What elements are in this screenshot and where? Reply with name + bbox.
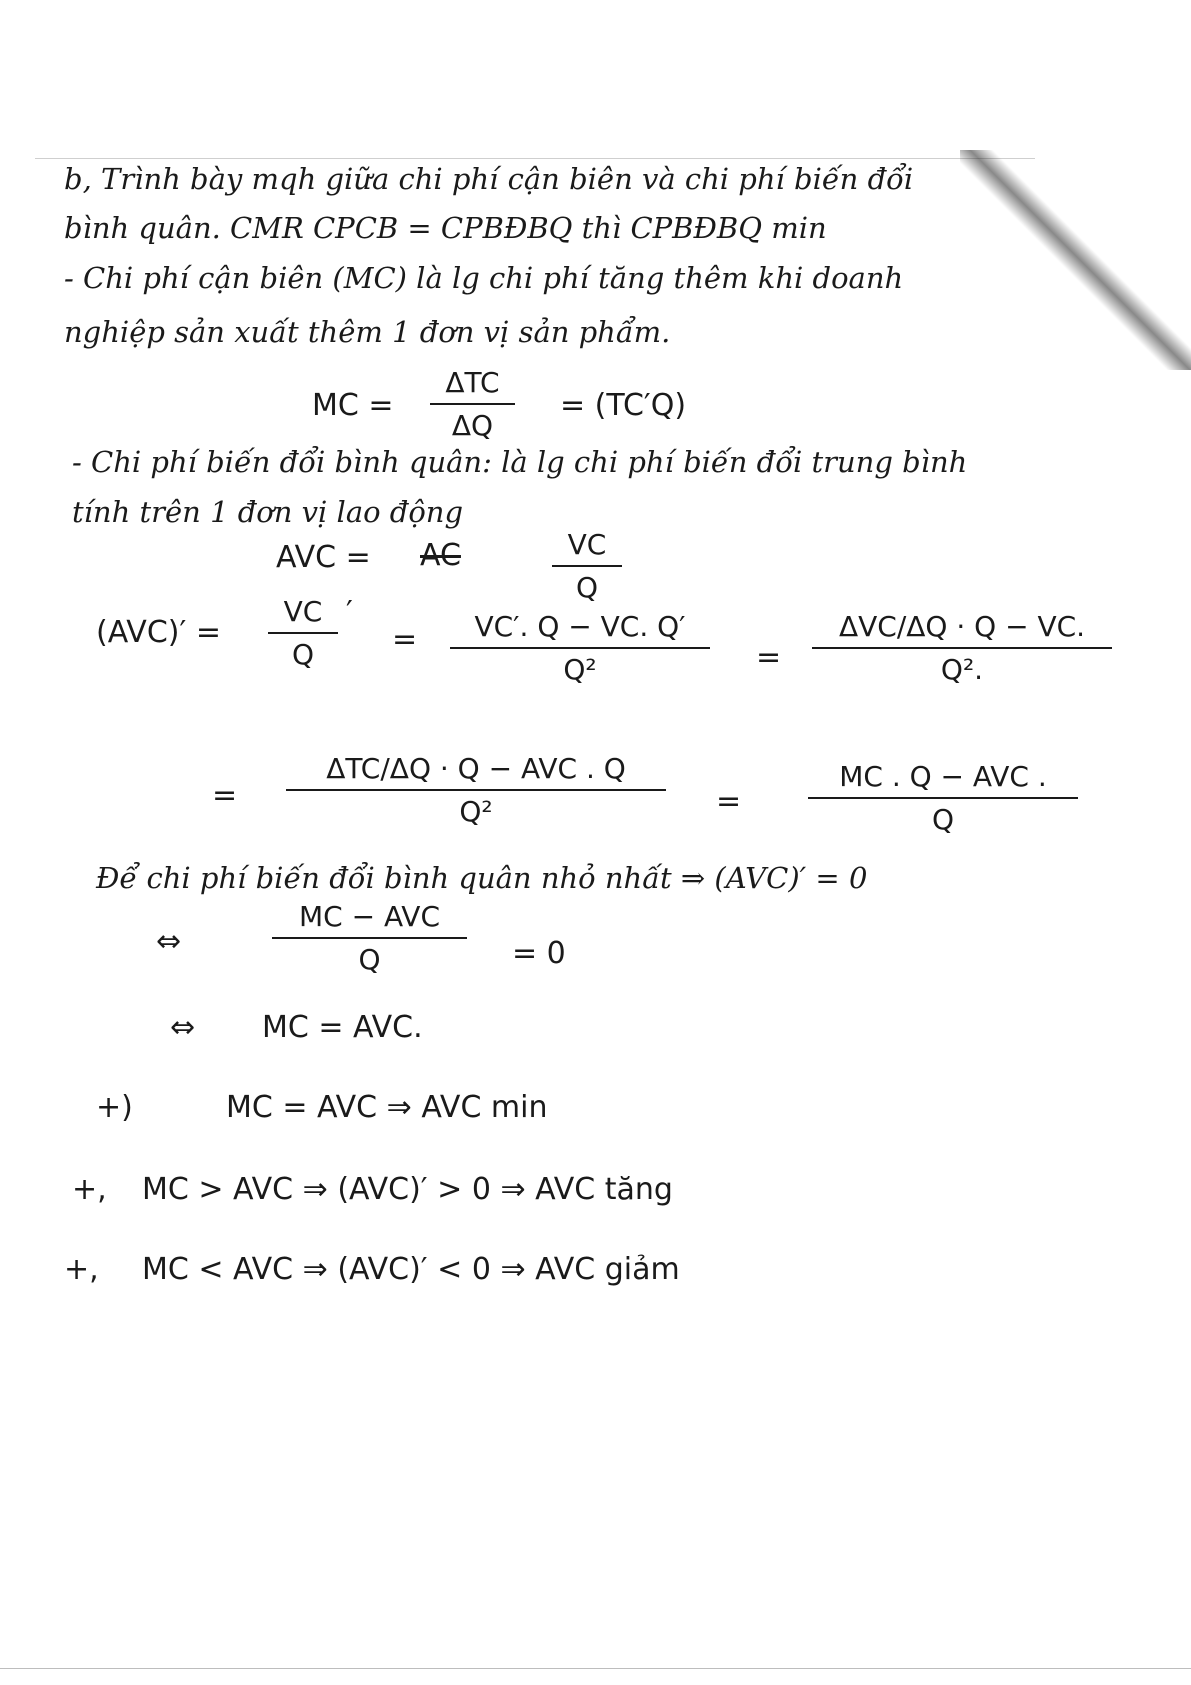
delta-vc-denominator: Q².	[940, 653, 984, 686]
mc-minus-avc-numerator: MC . Q − AVC .	[839, 760, 1047, 793]
fraction-bar	[552, 565, 622, 567]
avc-formula-numerator: VC	[567, 528, 607, 561]
equals-sign: =	[756, 640, 782, 675]
minimum-condition: Để chi phí biến đổi bình quân nhỏ nhất ⇒ (AVC)′ = 0	[96, 861, 868, 895]
derivative-fraction-denominator: Q	[291, 638, 315, 671]
question-line-1: b, Trình bày mqh giữa chi phí cận biên và chi phí biến đổi	[64, 162, 914, 196]
fraction-bar	[812, 647, 1112, 649]
quotient-rule-fraction	[450, 610, 710, 686]
equivalence-arrow: ⇔	[156, 924, 182, 959]
case3-text: MC < AVC ⇒ (AVC)′ < 0 ⇒ AVC giảm	[142, 1252, 680, 1287]
scan-edge-top	[35, 158, 1035, 159]
step1-fraction	[272, 900, 467, 976]
delta-tc-denominator: Q²	[459, 795, 493, 828]
equivalence-arrow: ⇔	[170, 1010, 196, 1045]
delta-vc-fraction	[812, 610, 1112, 686]
case3-bullet: +,	[64, 1252, 99, 1287]
fraction-bar	[268, 632, 338, 634]
step1-rhs: = 0	[512, 936, 566, 971]
case2-text: MC > AVC ⇒ (AVC)′ > 0 ⇒ AVC tăng	[142, 1172, 673, 1207]
quotient-rule-numerator: VC′. Q − VC. Q′	[474, 610, 686, 643]
mc-formula-denominator: ΔQ	[451, 409, 494, 442]
avc-definition-line-1: - Chi phí biến đổi bình quân: là lg chi phí biến đổi trung bình	[72, 445, 968, 479]
derivative-lhs: (AVC)′ =	[96, 615, 221, 650]
equals-sign: =	[212, 778, 238, 813]
case1-text: MC = AVC ⇒ AVC min	[226, 1090, 548, 1125]
equals-sign: =	[392, 622, 418, 657]
scan-edge-bottom	[0, 1668, 1191, 1669]
mc-formula-lhs: MC =	[312, 388, 394, 423]
equals-sign: =	[716, 784, 742, 819]
delta-tc-numerator: ΔTC/ΔQ · Q − AVC . Q	[326, 752, 626, 785]
mc-minus-avc-fraction	[808, 760, 1078, 836]
step2-equation: MC = AVC.	[262, 1010, 423, 1045]
derivative-fraction-numerator: VC	[283, 595, 323, 628]
mc-formula-rhs: = (TC′Q)	[560, 388, 687, 423]
step1-denominator: Q	[358, 943, 381, 976]
case1-bullet: +)	[96, 1090, 133, 1125]
delta-vc-numerator: ΔVC/ΔQ · Q − VC.	[838, 610, 1086, 643]
fraction-bar	[450, 647, 710, 649]
avc-formula-denominator: Q	[575, 571, 599, 604]
step1-numerator: MC − AVC	[298, 900, 441, 933]
avc-formula-fraction	[552, 528, 622, 604]
question-line-2: bình quân. CMR CPCB = CPBĐBQ thì CPBĐBQ min	[64, 211, 827, 245]
delta-tc-fraction	[286, 752, 666, 828]
derivative-prime: ′	[346, 595, 353, 630]
fraction-bar	[272, 937, 467, 939]
avc-formula-struck-term: AC	[420, 538, 461, 573]
page-fold-shadow	[960, 150, 1191, 370]
mc-definition-line-2: nghiệp sản xuất thêm 1 đơn vị sản phẩm.	[64, 315, 671, 349]
mc-definition-line-1: - Chi phí cận biên (MC) là lg chi phí tăng thêm khi doanh	[64, 261, 904, 295]
mc-formula-numerator: ΔTC	[445, 366, 500, 399]
fraction-bar	[286, 789, 666, 791]
avc-definition-line-2: tính trên 1 đơn vị lao động	[72, 495, 464, 529]
avc-formula-lhs: AVC =	[276, 540, 371, 575]
case2-bullet: +,	[72, 1172, 107, 1207]
fraction-bar	[808, 797, 1078, 799]
derivative-fraction-vc-over-q	[268, 595, 338, 671]
quotient-rule-denominator: Q²	[563, 653, 597, 686]
fraction-bar	[430, 403, 515, 405]
mc-minus-avc-denominator: Q	[931, 803, 955, 836]
mc-formula-fraction	[430, 366, 515, 442]
